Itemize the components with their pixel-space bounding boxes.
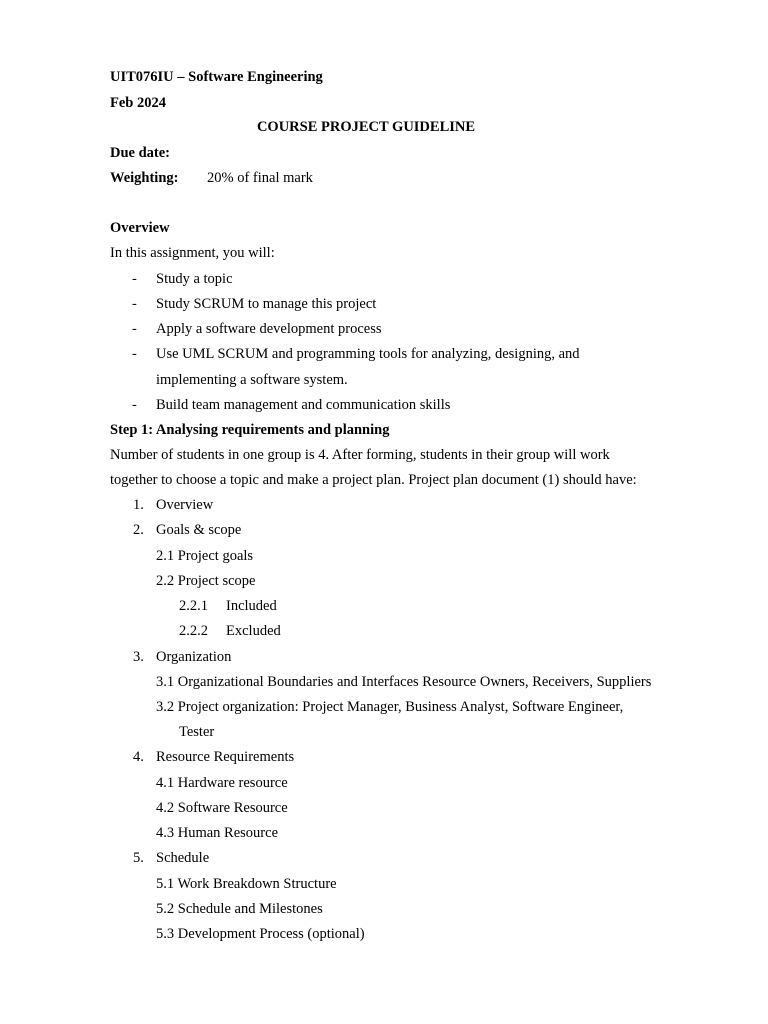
- sub-sub-list-number: 2.2.2: [179, 623, 208, 639]
- bullet-item: Apply a software development process: [156, 321, 382, 337]
- sub-list-item: 2.1 Project goals: [156, 548, 254, 564]
- sub-sub-list-item: Excluded: [226, 623, 281, 639]
- page-title: COURSE PROJECT GUIDELINE: [256, 119, 476, 135]
- list-item: Resource Requirements: [156, 749, 295, 765]
- weighting-label: Weighting:: [110, 170, 179, 186]
- sub-list-item: 3.2 Project organization: Project Manager, Business Analyst, Software Engineer,: [156, 699, 624, 715]
- overview-intro: In this assignment, you will:: [110, 245, 275, 261]
- sub-sub-list-item: Included: [226, 598, 277, 614]
- sub-list-item: 5.2 Schedule and Milestones: [156, 901, 323, 917]
- list-number: 1.: [133, 497, 144, 513]
- sub-list-item: 4.1 Hardware resource: [156, 775, 288, 791]
- bullet-item: Use UML SCRUM and programming tools for analyzing, designing, and: [156, 346, 580, 362]
- sub-list-item: 4.2 Software Resource: [156, 800, 288, 816]
- bullet-item: Build team management and communication skills: [156, 397, 451, 413]
- list-number: 3.: [133, 649, 144, 665]
- document-date: Feb 2024: [110, 95, 166, 111]
- sub-sub-list-number: 2.2.1: [179, 598, 208, 614]
- list-number: 5.: [133, 850, 144, 866]
- due-date-label: Due date:: [110, 145, 171, 161]
- weighting-value: 20% of final mark: [207, 170, 313, 186]
- step1-heading: Step 1: Analysing requirements and planning: [110, 422, 390, 438]
- sub-list-item: 5.3 Development Process (optional): [156, 926, 365, 942]
- step1-paragraph-line: Number of students in one group is 4. After forming, students in their group will work: [110, 447, 610, 463]
- bullet-marker: -: [132, 296, 137, 312]
- bullet-item: Study a topic: [156, 271, 233, 287]
- list-item: Goals & scope: [156, 522, 242, 538]
- list-item: Organization: [156, 649, 232, 665]
- overview-heading: Overview: [110, 220, 170, 236]
- bullet-marker: -: [132, 346, 137, 362]
- list-number: 2.: [133, 522, 144, 538]
- step1-paragraph-line: together to choose a topic and make a project plan. Project plan document (1) should have:: [110, 472, 637, 488]
- sub-list-item: 3.1 Organizational Boundaries and Interfaces Resource Owners, Receivers, Suppliers: [156, 674, 652, 690]
- bullet-item-continued: implementing a software system.: [156, 372, 348, 388]
- list-item: Overview: [156, 497, 214, 513]
- sub-list-item: 4.3 Human Resource: [156, 825, 279, 841]
- list-number: 4.: [133, 749, 144, 765]
- course-title: UIT076IU – Software Engineering: [110, 69, 323, 85]
- sub-list-item: 2.2 Project scope: [156, 573, 256, 589]
- bullet-marker: -: [132, 397, 137, 413]
- sub-list-item-continued: Tester: [179, 724, 215, 740]
- sub-list-item: 5.1 Work Breakdown Structure: [156, 876, 337, 892]
- bullet-item: Study SCRUM to manage this project: [156, 296, 377, 312]
- bullet-marker: -: [132, 321, 137, 337]
- bullet-marker: -: [132, 271, 137, 287]
- list-item: Schedule: [156, 850, 210, 866]
